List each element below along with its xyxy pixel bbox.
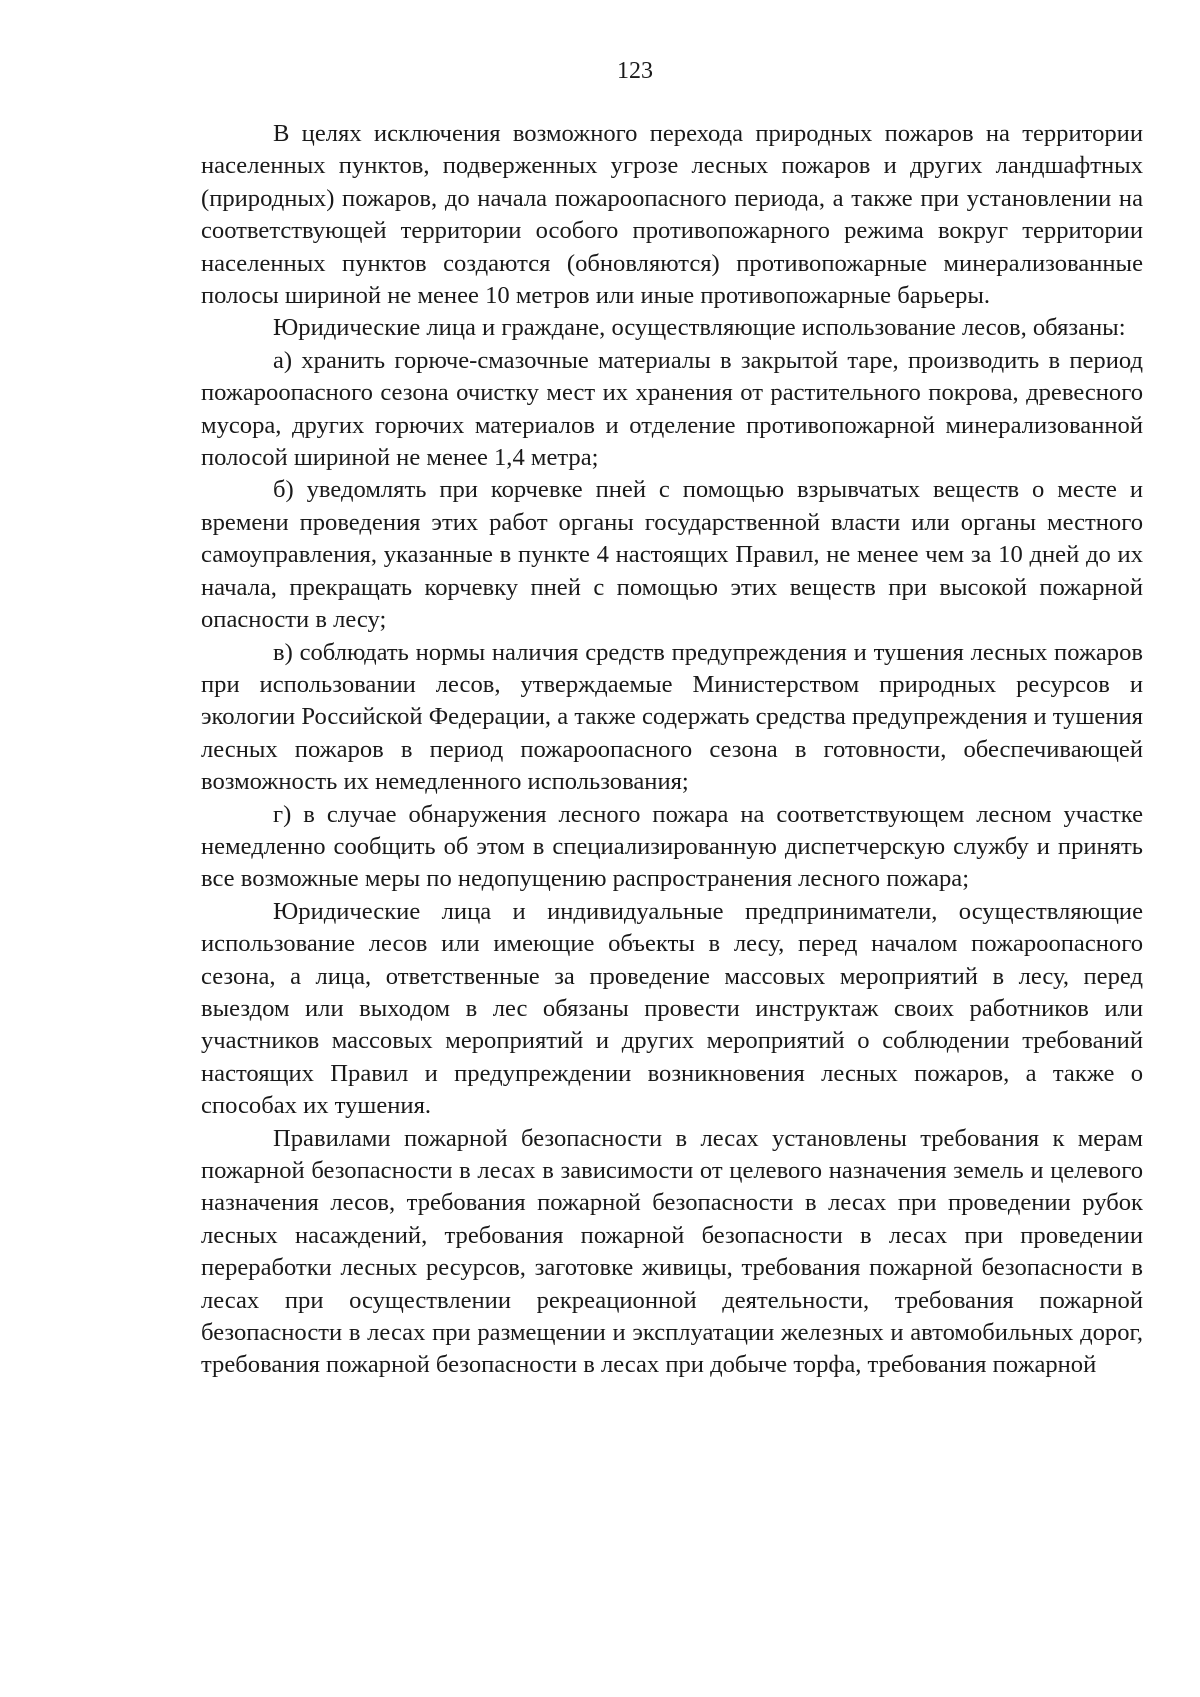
paragraph-fire-barriers: В целях исключения возможного перехода природных пожаров на территории населенных пунктов, подверженных угрозе лесных пожаров и других ландшафтных (природных) пожаров, до начала пожароопасного периода, а также при установлении на соответствующей территории особого противопожарного режима вокруг территории населенных пунктов создаются (обновляются) противопожарные минерализованные полосы шириной не менее 10 метров или иные противопожарные барьеры. (201, 120, 1143, 310)
paragraph-instruction-duty: Юридические лица и индивидуальные предприниматели, осуществляющие использование лесов или имеющие объекты в лесу, перед началом пожароопасного сезона, а лица, ответственные за проведение массовых мероприятий в лесу, перед выездом или выходом в лес обязаны провести инструктаж своих работников или участников массовых мероприятий и других мероприятий о соблюдении требований настоящих Правил и предупреждении возникновения лесных пожаров, а также о способах их тушения. (201, 897, 1143, 1120)
paragraph-item-g: г) в случае обнаружения лесного пожара на соответствующем лесном участке немедленно сообщить об этом в специализированную диспетчерскую службу и принять все возможные меры по недопущению распространения лесного пожара; (201, 800, 1143, 893)
page-number: 123 (617, 58, 653, 84)
document-body (201, 118, 1143, 1382)
paragraph-safety-rules: Правилами пожарной безопасности в лесах установлены требования к мерам пожарной безопасности в лесах в зависимости от целевого назначения земель и целевого назначения лесов, требования пожарной безопасности в лесах при проведении рубок лесных насаждений, требования пожарной безопасности в лесах при проведении переработки лесных ресурсов, заготовке живицы, требования пожарной безопасности в лесах при осуществлении рекреационной деятельности, требования пожарной безопасности в лесах при размещении и эксплуатации железных и автомобильных дорог, требования пожарной безопасности в лесах при добыче торфа, требования пожарной (201, 1124, 1143, 1379)
paragraph-obligations-intro: Юридические лица и граждане, осуществляющие использование лесов, обязаны: (273, 314, 1126, 342)
paragraph-item-a: а) хранить горюче-смазочные материалы в закрытой таре, производить в период пожароопасного сезона очистку мест их хранения от растительного покрова, древесного мусора, других горючих материалов и отделение противопожарной минерализованной полосой шириной не менее 1,4 метра; (201, 346, 1143, 472)
paragraph-item-b: б) уведомлять при корчевке пней с помощью взрывчатых веществ о месте и времени проведения этих работ органы государственной власти или органы местного самоуправления, указанные в пункте 4 настоящих Правил, не менее чем за 10 дней до их начала, прекращать корчевку пней с помощью этих веществ при высокой пожарной опасности в лесу; (201, 476, 1143, 634)
paragraph-item-v: в) соблюдать нормы наличия средств предупреждения и тушения лесных пожаров при использовании лесов, утверждаемые Министерством природных ресурсов и экологии Российской Федерации, а также содержать средства предупреждения и тушения лесных пожаров в период пожароопасного сезона в готовности, обеспечивающей возможность их немедленного использования; (201, 638, 1143, 796)
